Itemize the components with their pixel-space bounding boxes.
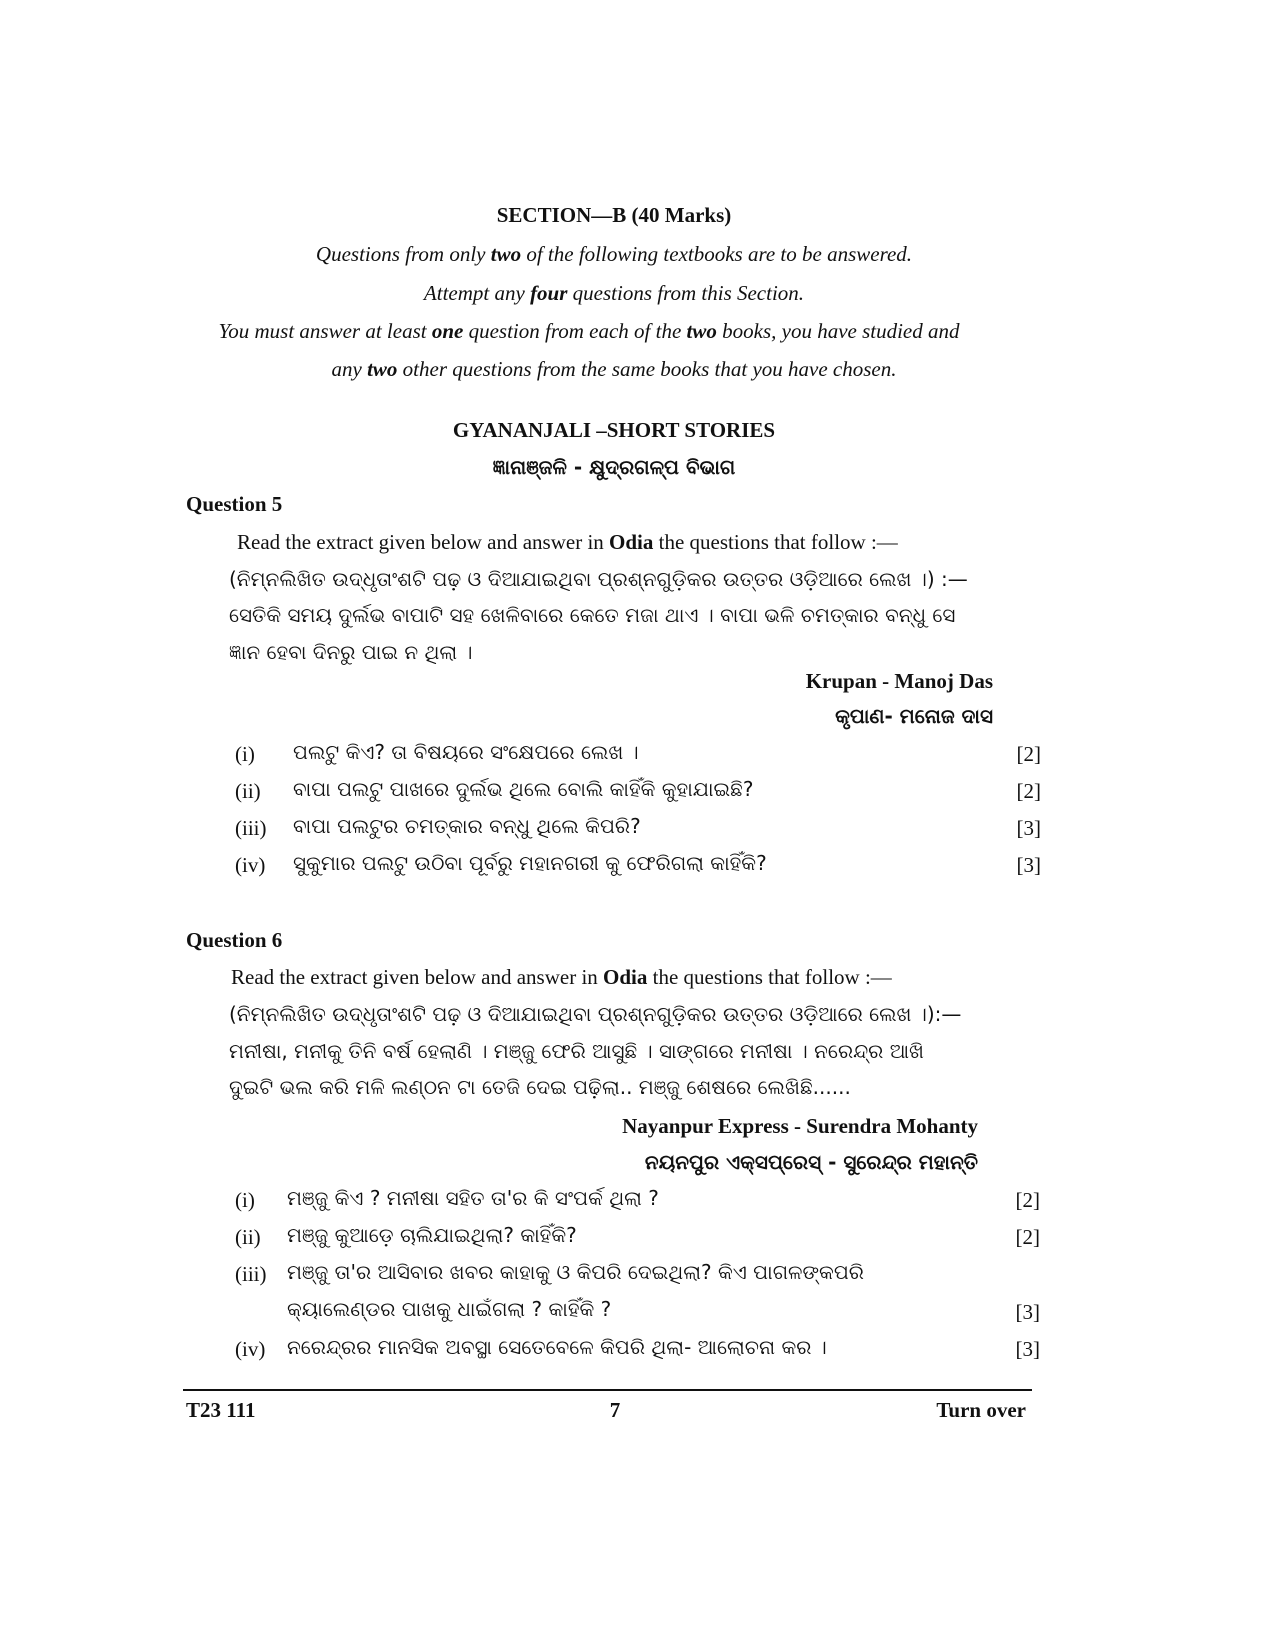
q6-sub-1-text: ମଞ୍ଜୁ କିଏ ? ମନୀଷା ସହିତ ତା'ର କି ସଂପର୍କ ଥିଲା ? xyxy=(287,1186,659,1210)
q6-sub-4-marks: [3] xyxy=(1015,1337,1040,1361)
question-6-extract-line-2: ଦୁଇଟି ଭଲ କରି ମଳି ଲଣ୍ଠନ ଟା ତେଜି ଦେଇ ପଢ଼ିଲା.. ମଞ୍ଜୁ ଶେଷରେ ଲେଖିଛି...... xyxy=(229,1075,851,1099)
book-title-odia: ଜ୍ଞାନାଞ୍ଜଳି - କ୍ଷୁଦ୍ରଗଳ୍ପ ବିଭାଗ xyxy=(492,455,736,479)
question-5-odia-instruction: (ନିମ୍ନଲିଖିତ ଉଦ୍ଧୃତାଂଶଟି ପଢ଼ ଓ ଦିଆଯାଇଥିବା ପ୍ରଶ୍ନଗୁଡ଼ିକର ଉତ୍ତର ଓଡ଼ିଆରେ ଲେଖ ।) :— xyxy=(229,567,968,591)
q5-sub-1-marks: [2] xyxy=(1016,742,1041,766)
q6-sub-3-marks: [3] xyxy=(1015,1300,1040,1324)
question-6-attribution: Nayanpur Express - Surendra Mohanty xyxy=(622,1114,978,1138)
turn-over-label: Turn over xyxy=(936,1398,1026,1422)
q6-sub-3-text: ମଞ୍ଜୁ ତା'ର ଆସିବାର ଖବର କାହାକୁ ଓ କିପରି ଦେଇଥିଲା? କିଏ ପାଗଳଙ୍କପରି xyxy=(287,1260,864,1284)
question-5-extract-line-1: ସେତିକି ସମୟ ଦୁର୍ଲଭ ବାପାଟି ସହ ଖେଳିବାରେ କେତେ ମଜା ଥାଏ । ବାପା ଭଳି ଚମତ୍କାର ବନ୍ଧୁ ସେ xyxy=(229,603,956,627)
question-5-intro: Read the extract given below and answer in Odia the questions that follow :— xyxy=(237,530,898,554)
instruction-line-3: You must answer at least one question from each of the two books, you have studied and xyxy=(218,319,960,343)
q5-sub-4-text: ସୁକୁମାର ପଲଟୁ ଉଠିବା ପୂର୍ବରୁ ମହାନଗରୀ କୁ ଫେରିଗଲା କାହିଁକି? xyxy=(293,851,767,875)
q5-sub-4-marks: [3] xyxy=(1016,853,1041,877)
q5-sub-2-number: (ii) xyxy=(235,779,261,803)
q6-sub-3-text-continued: କ୍ୟାଲେଣ୍ଡର ପାଖକୁ ଧାଇଁଗଲା ? କାହିଁକି ? xyxy=(287,1297,612,1321)
q5-sub-2-text: ବାପା ପଲଟୁ ପାଖରେ ଦୁର୍ଲଭ ଥିଲେ ବୋଲି କାହିଁକି କୁହାଯାଇଛି? xyxy=(293,777,754,801)
q6-sub-2-number: (ii) xyxy=(235,1225,261,1249)
question-5-heading: Question 5 xyxy=(186,492,283,516)
instruction-line-4: any two other questions from the same books that you have chosen. xyxy=(331,357,897,381)
q6-sub-4-number: (iv) xyxy=(235,1337,266,1361)
q5-sub-4-number: (iv) xyxy=(235,853,266,877)
footer-rule xyxy=(183,1389,1032,1391)
q6-sub-1-marks: [2] xyxy=(1015,1188,1040,1212)
question-6-extract-line-1: ମନୀଷା, ମନୀକୁ ତିନି ବର୍ଷ ହେଲାଣି । ମଞ୍ଜୁ ଫେରି ଆସୁଛି । ସାଙ୍ଗରେ ମନୀଷା । ନରେନ୍ଦ୍ର ଆଖି xyxy=(229,1039,925,1063)
q5-sub-3-number: (iii) xyxy=(235,816,267,840)
question-5-attribution: Krupan - Manoj Das xyxy=(805,669,993,693)
section-title: SECTION—B (40 Marks) xyxy=(496,203,732,227)
question-6-odia-instruction: (ନିମ୍ନଲିଖିତ ଉଦ୍ଧୃତାଂଶଟି ପଢ଼ ଓ ଦିଆଯାଇଥିବା ପ୍ରଶ୍ନଗୁଡ଼ିକର ଉତ୍ତର ଓଡ଼ିଆରେ ଲେଖ ।):— xyxy=(229,1002,962,1026)
q5-sub-1-text: ପଲଟୁ କିଏ? ତା ବିଷୟରେ ସଂକ୍ଷେପରେ ଲେଖ । xyxy=(293,740,639,764)
q5-sub-1-number: (i) xyxy=(235,742,255,766)
q6-sub-2-marks: [2] xyxy=(1015,1225,1040,1249)
q6-sub-3-number: (iii) xyxy=(235,1262,267,1286)
question-6-intro: Read the extract given below and answer in Odia the questions that follow :— xyxy=(231,965,892,989)
question-6-attribution-odia: ନୟନପୁର ଏକ୍ସପ୍ରେସ୍ - ସୁରେନ୍ଦ୍ର ମହାନ୍ତି xyxy=(644,1150,978,1174)
q6-sub-4-text: ନରେନ୍ଦ୍ରର ମାନସିକ ଅବସ୍ଥା ସେତେବେଳେ କିପରି ଥିଲା- ଆଲୋଚନା କର । xyxy=(287,1335,827,1359)
question-5-extract-line-2: ଜ୍ଞାନ ହେବା ଦିନରୁ ପାଇ ନ ଥିଲା । xyxy=(229,640,473,664)
q6-sub-2-text: ମଞ୍ଜୁ କୁଆଡ଼େ ଚାଲିଯାଇଥିଲା? କାହିଁକି? xyxy=(287,1223,577,1247)
page-number: 7 xyxy=(609,1398,621,1422)
paper-code: T23 111 xyxy=(186,1398,256,1422)
q5-sub-3-text: ବାପା ପଲଟୁର ଚମତ୍କାର ବନ୍ଧୁ ଥିଲେ କିପରି? xyxy=(293,814,641,838)
instruction-line-1: Questions from only two of the following textbooks are to be answered. xyxy=(315,242,913,266)
q5-sub-3-marks: [3] xyxy=(1016,816,1041,840)
question-6-heading: Question 6 xyxy=(186,928,283,952)
q5-sub-2-marks: [2] xyxy=(1016,779,1041,803)
book-title: GYANANJALI –SHORT STORIES xyxy=(452,418,776,442)
question-5-attribution-odia: କୃପାଣ- ମନୋଜ ଦାସ xyxy=(835,704,993,728)
instruction-line-2: Attempt any four questions from this Section. xyxy=(423,281,805,305)
q6-sub-1-number: (i) xyxy=(235,1188,255,1212)
